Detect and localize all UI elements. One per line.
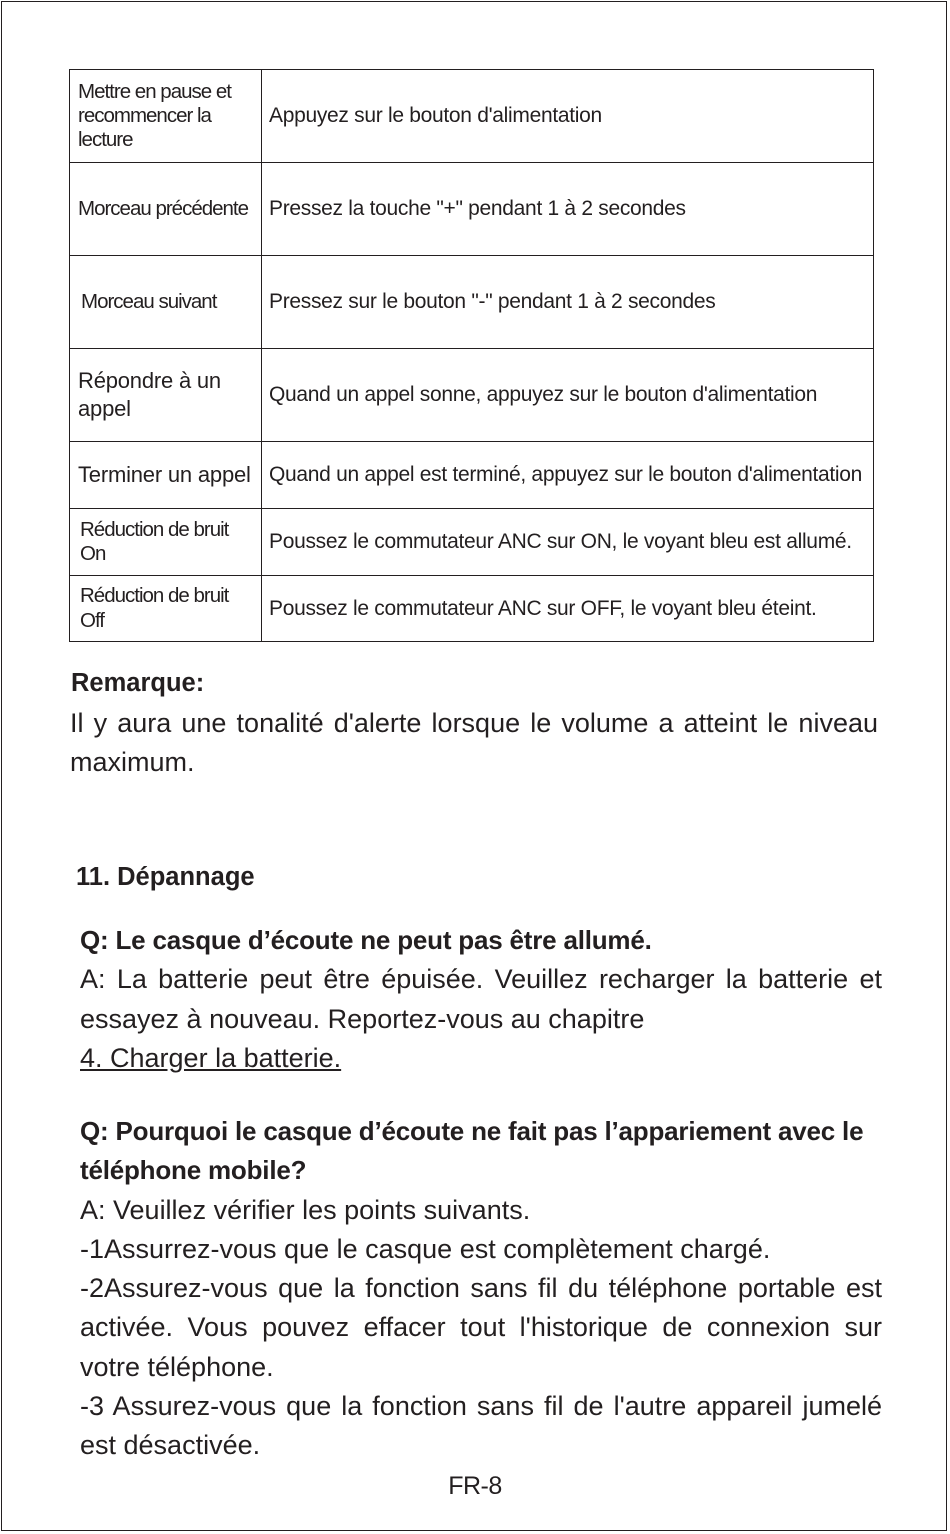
table-cell-function: Réduction de bruit On bbox=[70, 509, 262, 576]
table-row bbox=[70, 509, 874, 576]
table-row bbox=[70, 70, 874, 163]
table-cell-action: Pressez sur le bouton "-" pendant 1 à 2 secondes bbox=[262, 256, 874, 349]
table-cell-function: Morceau suivant bbox=[70, 256, 262, 349]
section-title: 11. Dépannage bbox=[76, 863, 255, 891]
table-cell-action: Quand un appel est terminé, appuyez sur le bouton d'alimentation bbox=[262, 442, 874, 509]
table-cell-function: Morceau précédente bbox=[70, 163, 262, 256]
table-cell-function: Terminer un appel bbox=[70, 442, 262, 509]
table-row bbox=[70, 442, 874, 509]
page-number: FR-8 bbox=[448, 1472, 502, 1500]
remark-title: Remarque: bbox=[71, 669, 205, 697]
answer-line: -1Assurrez-vous que le casque est complètement chargé. bbox=[80, 1233, 771, 1264]
table-row bbox=[70, 576, 874, 642]
table-cell-function: Mettre en pause et recommencer la lecture bbox=[70, 70, 262, 163]
chapter-link[interactable]: 4. Charger la batterie. bbox=[80, 1042, 342, 1073]
table-row bbox=[70, 256, 874, 349]
qa-item bbox=[80, 921, 882, 1078]
table-cell-action: Poussez le commutateur ANC sur ON, le voyant bleu est allumé. bbox=[262, 509, 874, 576]
qa-item bbox=[80, 1112, 882, 1466]
controls-table bbox=[69, 69, 874, 642]
answer: A: La batterie peut être épuisée. Veuillez recharger la batterie et essayez à nouveau. Reportez-vous au chapitre bbox=[80, 964, 882, 1034]
table-cell-function: Réduction de bruit Off bbox=[70, 576, 262, 642]
question: Q: Pourquoi le casque d’écoute ne fait pas l’appariement avec le téléphone mobile? bbox=[80, 1116, 864, 1186]
answer-line: -3 Assurez-vous que la fonction sans fil de l'autre appareil jumelé est désactivée. bbox=[80, 1391, 882, 1461]
remark-text: Il y aura une tonalité d'alerte lorsque le volume a atteint le niveau maximum. bbox=[70, 708, 878, 777]
table-cell-function: Répondre à un appel bbox=[70, 349, 262, 442]
question: Q: Le casque d’écoute ne peut pas être allumé. bbox=[80, 925, 652, 955]
answer-line: -2Assurez-vous que la fonction sans fil du téléphone portable est activée. Vous pouvez effacer tout l'historique de connexion sur votre téléphone. bbox=[80, 1273, 882, 1382]
table-row bbox=[70, 163, 874, 256]
answer-line: A: Veuillez vérifier les points suivants. bbox=[80, 1194, 531, 1225]
table-row bbox=[70, 349, 874, 442]
table-cell-action: Pressez la touche "+" pendant 1 à 2 secondes bbox=[262, 163, 874, 256]
table-cell-action: Poussez le commutateur ANC sur OFF, le voyant bleu éteint. bbox=[262, 576, 874, 642]
table-cell-action: Appuyez sur le bouton d'alimentation bbox=[262, 70, 874, 163]
table-cell-action: Quand un appel sonne, appuyez sur le bouton d'alimentation bbox=[262, 349, 874, 442]
